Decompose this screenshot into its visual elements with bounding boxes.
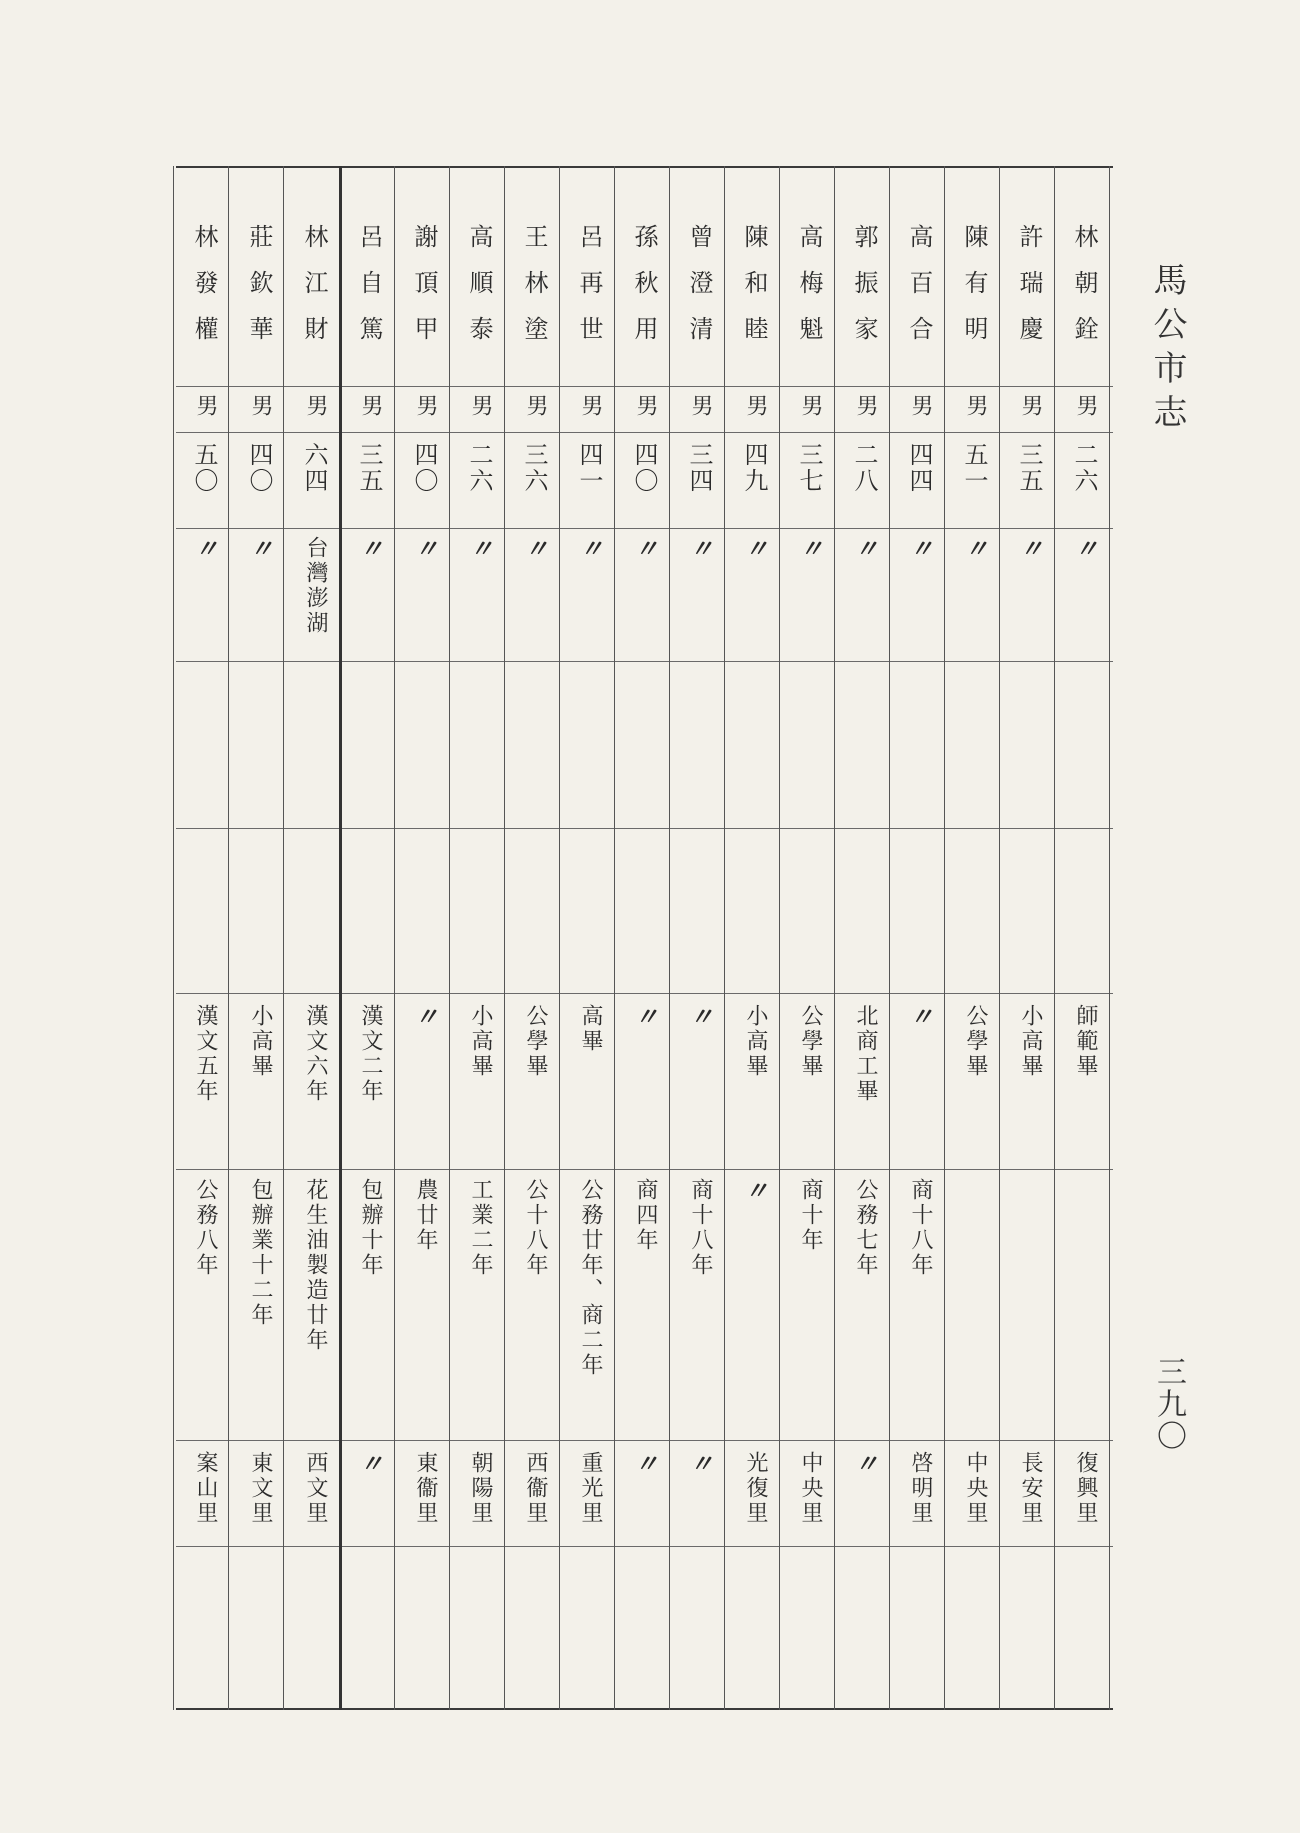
cell-edu: 漢文二年 (358, 1004, 383, 1104)
cell-name: 呂自篤 (355, 224, 383, 362)
cell-origin: 〃 (245, 536, 274, 563)
cell-age: 六四 (300, 442, 328, 494)
cell-addr: 重光里 (578, 1451, 603, 1526)
table-rule-horizontal (176, 993, 1113, 994)
cell-sex: 男 (853, 394, 878, 419)
cell-sex: 男 (1018, 394, 1043, 419)
cell-name: 莊欽華 (245, 224, 273, 362)
cell-age: 四一 (575, 442, 603, 494)
table-rule-horizontal (176, 528, 1113, 529)
table-rule-vertical (944, 166, 945, 1710)
cell-name: 許瑞慶 (1015, 224, 1043, 362)
cell-age: 二六 (1070, 442, 1098, 494)
cell-exp: 公十八年 (523, 1178, 548, 1278)
cell-age: 三四 (685, 442, 713, 494)
cell-age: 三五 (355, 442, 383, 494)
table-rule-vertical (1109, 166, 1110, 1710)
cell-name: 高梅魁 (795, 224, 823, 362)
cell-age: 五〇 (190, 442, 218, 494)
cell-sex: 男 (743, 394, 768, 419)
cell-addr: 〃 (850, 1451, 879, 1478)
table-rule-vertical (449, 166, 450, 1710)
cell-exp: 工業二年 (468, 1178, 493, 1278)
cell-edu: 小高畢 (248, 1004, 273, 1079)
cell-addr: 案山里 (193, 1451, 218, 1526)
cell-edu: 漢文五年 (193, 1004, 218, 1104)
cell-origin: 〃 (1070, 536, 1099, 563)
table-rule-vertical (394, 166, 395, 1710)
cell-addr: 朝陽里 (468, 1451, 493, 1526)
cell-name: 王林塗 (520, 224, 548, 362)
cell-age: 二八 (850, 442, 878, 494)
cell-origin: 〃 (795, 536, 824, 563)
table-rule-vertical (889, 166, 890, 1710)
cell-name: 高順泰 (465, 224, 493, 362)
cell-edu: 公學畢 (523, 1004, 548, 1079)
cell-origin: 〃 (850, 536, 879, 563)
cell-edu: 小高畢 (1018, 1004, 1043, 1079)
cell-origin: 〃 (520, 536, 549, 563)
table-rule-horizontal (176, 1708, 1113, 1710)
cell-addr: 啓明里 (908, 1451, 933, 1526)
table-rule-vertical (779, 166, 780, 1710)
cell-exp: 包辦業十二年 (248, 1178, 273, 1328)
cell-addr: 〃 (355, 1451, 384, 1478)
cell-origin: 〃 (465, 536, 494, 563)
table-rule-horizontal (176, 432, 1113, 433)
cell-age: 四〇 (245, 442, 273, 494)
cell-exp: 商十八年 (688, 1178, 713, 1278)
table-rule-vertical (1054, 166, 1055, 1710)
cell-origin: 〃 (355, 536, 384, 563)
table-rule-vertical (834, 166, 835, 1710)
cell-sex: 男 (908, 394, 933, 419)
book-title: 馬公市志 (1147, 262, 1187, 438)
cell-age: 五一 (960, 442, 988, 494)
cell-origin: 〃 (630, 536, 659, 563)
cell-exp: 公務八年 (193, 1178, 218, 1278)
table-rule-vertical (283, 166, 284, 1710)
cell-name: 陳和睦 (740, 224, 768, 362)
cell-name: 林江財 (300, 224, 328, 362)
cell-name: 林發權 (190, 224, 218, 362)
cell-name: 陳有明 (960, 224, 988, 362)
cell-addr: 東衞里 (413, 1451, 438, 1526)
cell-age: 二六 (465, 442, 493, 494)
cell-edu: 公學畢 (798, 1004, 823, 1079)
cell-sex: 男 (413, 394, 438, 419)
cell-edu: 師範畢 (1073, 1004, 1098, 1079)
cell-edu: 〃 (685, 1004, 714, 1031)
cell-sex: 男 (798, 394, 823, 419)
cell-exp: 公務七年 (853, 1178, 878, 1278)
table-rule-horizontal (176, 386, 1113, 387)
cell-edu: 漢文六年 (303, 1004, 328, 1104)
table-rule-vertical (999, 166, 1000, 1710)
cell-sex: 男 (468, 394, 493, 419)
cell-exp: 〃 (740, 1178, 769, 1205)
cell-age: 四四 (905, 442, 933, 494)
table-rule-vertical (228, 166, 229, 1710)
cell-edu: 〃 (905, 1004, 934, 1031)
table-rule-horizontal (176, 828, 1113, 829)
cell-edu: 北商工畢 (853, 1004, 878, 1104)
cell-name: 曾澄清 (685, 224, 713, 362)
cell-age: 四〇 (410, 442, 438, 494)
table-rule-vertical (504, 166, 505, 1710)
table-rule-vertical (173, 166, 174, 1710)
cell-addr: 中央里 (963, 1451, 988, 1526)
table-rule-horizontal (176, 661, 1113, 662)
cell-name: 高百合 (905, 224, 933, 362)
table-rule-horizontal (176, 166, 1113, 168)
cell-addr: 西文里 (303, 1451, 328, 1526)
cell-exp: 農廿年 (413, 1178, 438, 1253)
cell-age: 三七 (795, 442, 823, 494)
cell-sex: 男 (193, 394, 218, 419)
cell-origin: 〃 (575, 536, 604, 563)
cell-exp: 商十八年 (908, 1178, 933, 1278)
cell-origin: 〃 (190, 536, 219, 563)
cell-origin: 〃 (410, 536, 439, 563)
cell-sex: 男 (578, 394, 603, 419)
cell-edu: 小高畢 (468, 1004, 493, 1079)
table-rule-vertical (724, 166, 725, 1710)
cell-name: 謝頂甲 (410, 224, 438, 362)
cell-exp: 商十年 (798, 1178, 823, 1253)
cell-exp: 花生油製造廿年 (303, 1178, 328, 1353)
cell-sex: 男 (523, 394, 548, 419)
cell-age: 三六 (520, 442, 548, 494)
cell-name: 林朝銓 (1070, 224, 1098, 362)
cell-edu: 高畢 (578, 1004, 603, 1054)
cell-sex: 男 (303, 394, 328, 419)
cell-exp: 商四年 (633, 1178, 658, 1253)
table-rule-horizontal (176, 1440, 1113, 1441)
cell-addr: 中央里 (798, 1451, 823, 1526)
cell-addr: 〃 (630, 1451, 659, 1478)
cell-exp (959, 1178, 987, 1433)
cell-addr: 東文里 (248, 1451, 273, 1526)
cell-sex: 男 (1073, 394, 1098, 419)
cell-exp (1014, 1178, 1042, 1433)
cell-age: 三五 (1015, 442, 1043, 494)
cell-age: 四九 (740, 442, 768, 494)
cell-exp: 包辦十年 (358, 1178, 383, 1278)
cell-origin: 〃 (960, 536, 989, 563)
cell-addr: 長安里 (1018, 1451, 1043, 1526)
page-number: 三九〇 (1151, 1356, 1186, 1452)
cell-addr: 光復里 (743, 1451, 768, 1526)
cell-sex: 男 (633, 394, 658, 419)
cell-name: 孫秋用 (630, 224, 658, 362)
table-rule-vertical (669, 166, 670, 1710)
cell-sex: 男 (248, 394, 273, 419)
cell-origin: 〃 (905, 536, 934, 563)
cell-name: 郭振家 (850, 224, 878, 362)
table-rule-vertical (614, 166, 615, 1710)
cell-origin: 台灣澎湖 (303, 536, 328, 636)
cell-origin: 〃 (1015, 536, 1044, 563)
table-rule-horizontal (176, 1546, 1113, 1547)
cell-sex: 男 (688, 394, 713, 419)
cell-age: 四〇 (630, 442, 658, 494)
cell-edu: 〃 (410, 1004, 439, 1031)
cell-origin: 〃 (685, 536, 714, 563)
cell-edu: 公學畢 (963, 1004, 988, 1079)
table-rule-vertical (559, 166, 560, 1710)
cell-addr: 西衞里 (523, 1451, 548, 1526)
cell-addr: 〃 (685, 1451, 714, 1478)
cell-exp (1069, 1178, 1097, 1433)
cell-sex: 男 (358, 394, 383, 419)
cell-name: 呂再世 (575, 224, 603, 362)
cell-edu: 〃 (630, 1004, 659, 1031)
cell-origin: 〃 (740, 536, 769, 563)
cell-addr: 復興里 (1073, 1451, 1098, 1526)
table-rule-vertical (339, 166, 342, 1710)
candidate-table (176, 166, 1113, 1710)
cell-edu: 小高畢 (743, 1004, 768, 1079)
cell-sex: 男 (963, 394, 988, 419)
cell-exp: 公務廿年、商二年 (578, 1178, 603, 1378)
table-rule-horizontal (176, 1169, 1113, 1170)
